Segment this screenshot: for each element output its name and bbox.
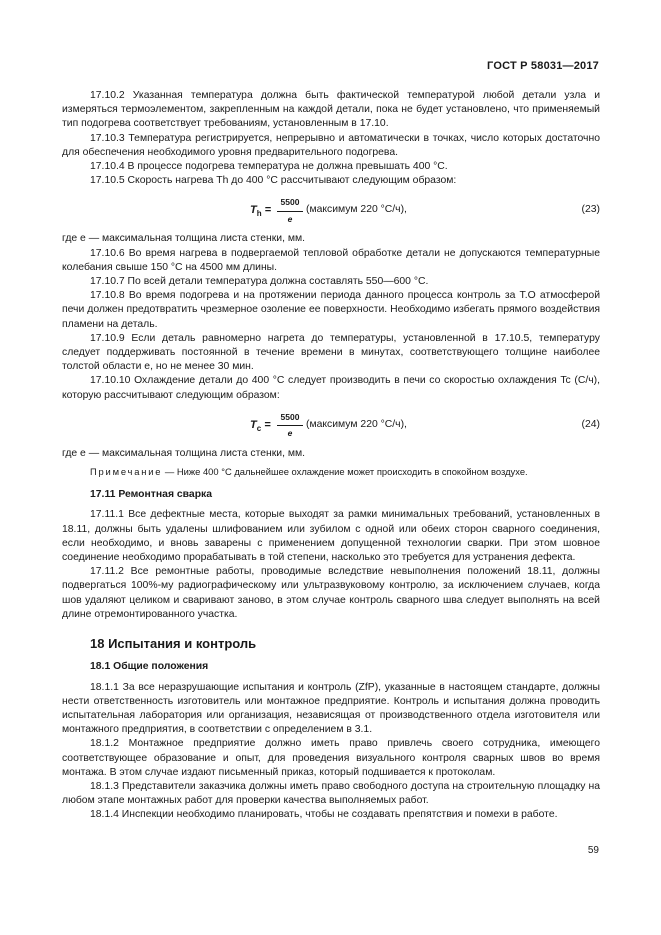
note-label: Примечание <box>90 466 163 478</box>
page-body <box>62 89 600 823</box>
paragraph-17-10-10: 17.10.10 Охлаждение детали до 400 °С следует производить в печи со скоростью охлаждения Tc (С/ч), которую рассчитывают следующим образом: <box>62 375 600 401</box>
formula-23-number: (23) <box>581 204 600 216</box>
heading-17-11: 17.11 Ремонтная сварка <box>90 489 213 501</box>
paragraph-18-1-1: 18.1.1 За все неразрушающие испытания и контроль (ZfP), указанные в настоящем стандарте, должны нести ответственность изготовитель или монтажное предприятие. Контроль и испытания должна проводить испытательная лаборатория или организация, независящая от производственного отдела изготовителя или монтажного предприятия, в соответствии с определением в 3.1. <box>62 681 600 736</box>
note <box>62 465 600 479</box>
paragraph-17-10-6: 17.10.6 Во время нагрева в подвергаемой тепловой обработке детали не допускаются температурные колебания свыше 150 °С на 4500 мм длины. <box>62 247 600 273</box>
formula-23-numerator: 5500 <box>277 195 303 211</box>
formula-23-fraction <box>277 195 303 225</box>
standard-header: ГОСТ Р 58031—2017 <box>487 60 599 72</box>
paragraph-17-11-2: 17.11.2 Все ремонтные работы, проводимые вследствие невыполнения положений 18.11, должны подвергаться 100%-му радиографическому или ультразвуковому контролю, за исключением случаев, когда шов удаляют целиком и сваривают заново, в этом случае контроль сварного шва следует выполнять на всей длине отремонтированного участка. <box>62 566 600 620</box>
formula-23-limit: (максимум 220 °С/ч), <box>306 204 407 216</box>
paragraph-18-1-2: 18.1.2 Монтажное предприятие должно иметь право привлечь своего сотрудника, имеющего соответствующее образование и опыт, для проведения визуального контроля сварных швов во время монтажа. В этом случае издают письменный приказ, который подшивается к протоколам. <box>62 738 600 778</box>
note-text: — Ниже 400 °С дальнейшее охлаждение может происходить в спокойном воздухе. <box>162 466 528 478</box>
formula-24-limit: (максимум 220 °С/ч), <box>306 418 407 430</box>
paragraph-18-1-3: 18.1.3 Представители заказчика должны иметь право свободного доступа на строительную площадку на любом этапе монтажных работ для проверки качества выполняемых работ. <box>62 780 600 807</box>
paragraph-17-10-8: 17.10.8 Во время подогрева и на протяжении периода данного процесса контроль за Т.О атмосферой печи должен предотвратить чрезмерное озоление ее поверхности. Необходимо избегать прямого воздействия пламени на деталь. <box>62 290 600 330</box>
paragraph-18-1-4: 18.1.4 Инспекции необходимо планировать, чтобы не создавать препятствия и помехи в работе. <box>90 809 558 821</box>
formula-24-fraction <box>277 410 303 440</box>
formula-23-denominator: e <box>287 213 293 224</box>
formula-24-lhs: $T_c$ = <box>250 418 271 434</box>
page-number: 59 <box>587 845 599 856</box>
paragraph-17-10-7: 17.10.7 По всей детали температура должна составлять 550—600 °С. <box>90 276 429 288</box>
paragraph-17-10-9: 17.10.9 Если деталь равномерно нагрета до температуры, установленной в 17.10.5, температуру следует поддерживать постоянной в течение времени в минутах, соответствующего толщине наиболее толстой области e, но не менее 30 мин. <box>62 332 600 373</box>
formula-23 <box>62 196 600 226</box>
formula-24-denominator: e <box>287 428 293 439</box>
heading-18: 18 Испытания и контроль <box>90 636 257 652</box>
paragraph-17-11-1: 17.11.1 Все дефектные места, которые выходят за рамки минимальных требований, установленных в 18.11, должны быть удалены шлифованием или зубилом с одной или обеих сторон сварного соединения, если необходимо, и вновь заварены с применением допущенной технологии сварки. При этом шовное соединение необходимо прорабатывать в той степени, насколько это требуется для устранения дефекта. <box>62 509 600 564</box>
formula-23-lhs: $T_h$ = <box>250 204 272 219</box>
paragraph-17-10-2: 17.10.2 Указанная температура должна быть фактической температурой любой детали узла и измеряться термоэлементом, закрепленным на каждой детали, пока не будет установлено, что применяемый тип подогрева соответствует требованиям, установленным в 17.10. <box>62 90 600 130</box>
formula-24-numerator: 5500 <box>277 410 303 426</box>
paragraph-17-10-3: 17.10.3 Температура регистрируется, непрерывно и автоматически в точках, число которых достаточно для обеспечения необходимого уровня предварительного подогрева. <box>62 132 600 158</box>
paragraph-17-10-4: 17.10.4 В процессе подогрева температура не должна превышать 400 °C. <box>90 161 448 173</box>
formula-24 <box>62 411 600 441</box>
heading-18-1: 18.1 Общие положения <box>90 661 209 673</box>
formula-24-number: (24) <box>581 418 600 430</box>
where-clause-2: где e — максимальная толщина листа стенки, мм. <box>62 447 306 459</box>
where-clause-1: где e — максимальная толщина листа стенки, мм. <box>62 233 306 245</box>
paragraph-17-10-5: 17.10.5 Скорость нагрева Th до 400 °С рассчитывают следующим образом: <box>90 175 457 187</box>
